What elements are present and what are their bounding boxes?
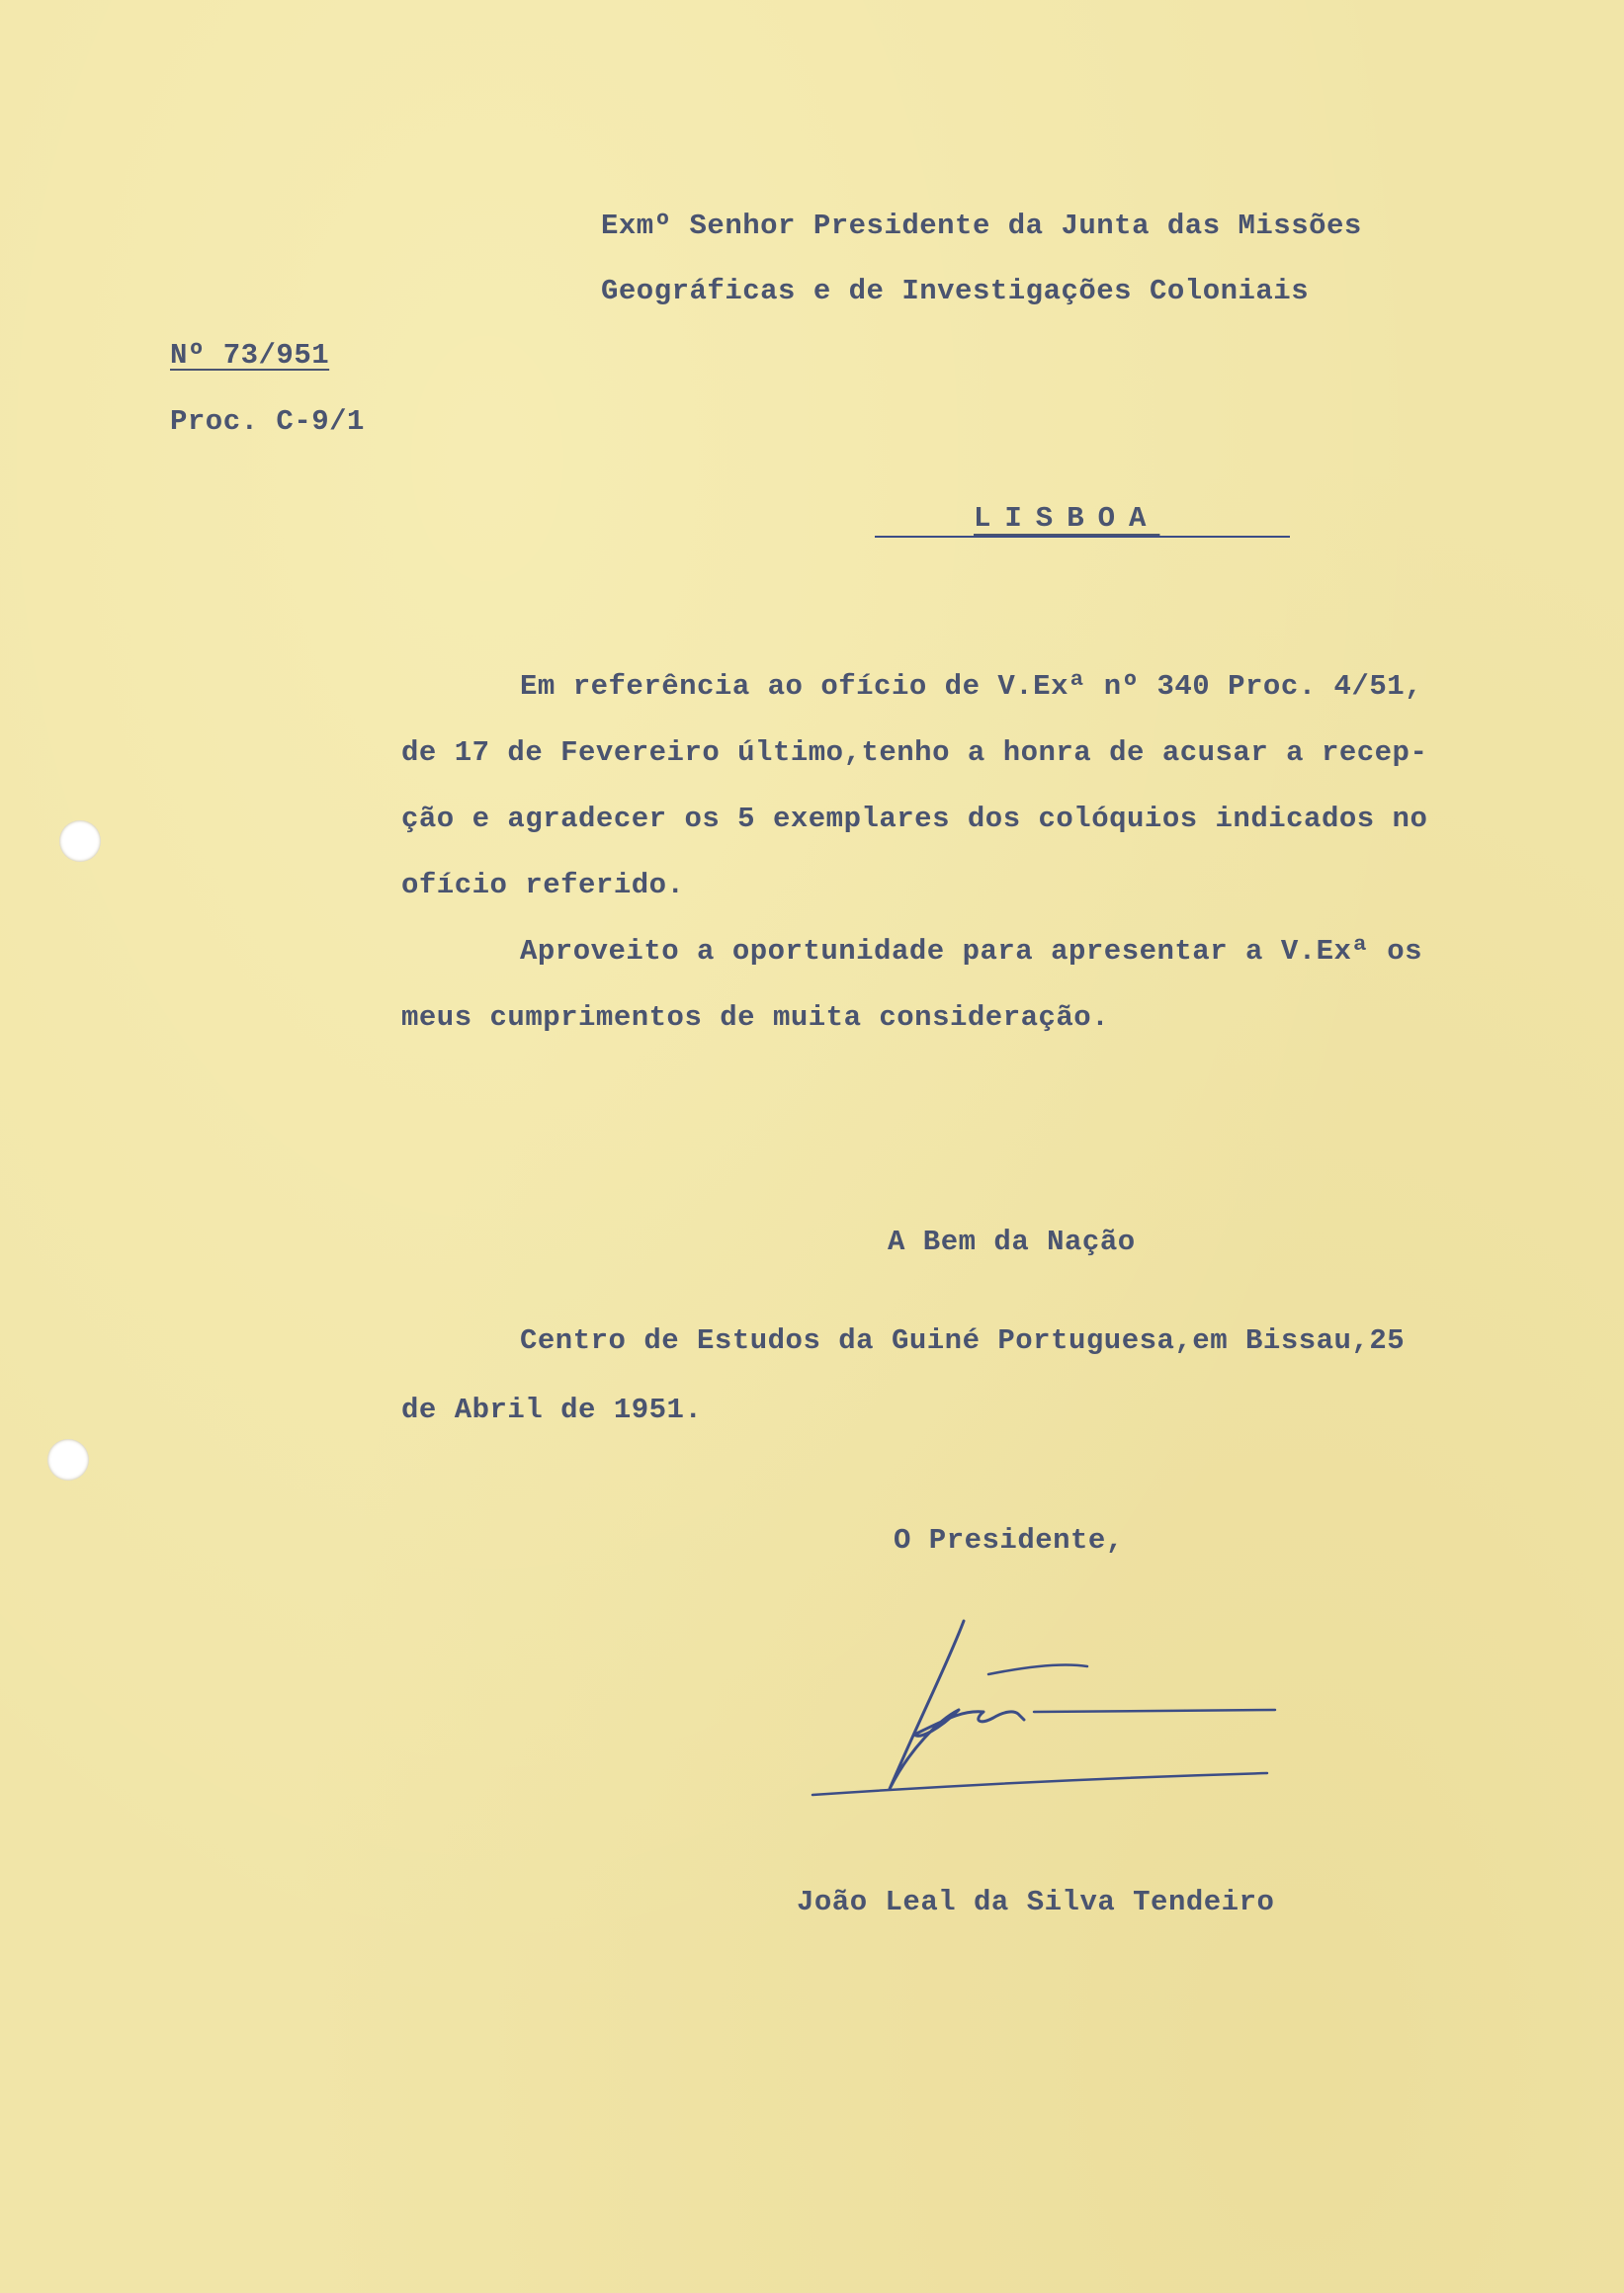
signatory-name: João Leal da Silva Tendeiro xyxy=(797,1886,1275,1918)
closing-formula: A Bem da Nação xyxy=(888,1226,1136,1258)
body-line-3: ção e agradecer os 5 exemplares dos colóquios indicados no xyxy=(401,803,1428,835)
body-line-2: de 17 de Fevereiro último,tenho a honra de acusar a recep- xyxy=(401,736,1428,769)
body-line-5: Aproveito a oportunidade para apresentar a V.Exª os xyxy=(520,935,1423,968)
body-line-6: meus cumprimentos de muita consideração. xyxy=(401,1001,1110,1034)
body-line-4: ofício referido. xyxy=(401,869,685,901)
process-number: Proc. C-9/1 xyxy=(170,405,365,438)
body-line-1: Em referência ao ofício de V.Exª nº 340 Proc. 4/51, xyxy=(520,670,1423,703)
destination-title: LISBOA xyxy=(974,502,1160,535)
handwritten-signature xyxy=(801,1601,1295,1838)
reference-number: Nº 73/951 xyxy=(170,339,330,372)
addressee-line-2: Geográficas e de Investigações Coloniais xyxy=(601,275,1310,307)
destination-rule xyxy=(875,536,1290,538)
punch-hole-bottom xyxy=(47,1439,89,1481)
signatory-title: O Presidente, xyxy=(894,1524,1124,1557)
punch-hole-top xyxy=(59,820,101,862)
place-date-line-2: de Abril de 1951. xyxy=(401,1394,703,1426)
place-date-line-1: Centro de Estudos da Guiné Portuguesa,em Bissau,25 xyxy=(520,1324,1406,1357)
addressee-line-1: Exmº Senhor Presidente da Junta das Missões xyxy=(601,210,1362,242)
